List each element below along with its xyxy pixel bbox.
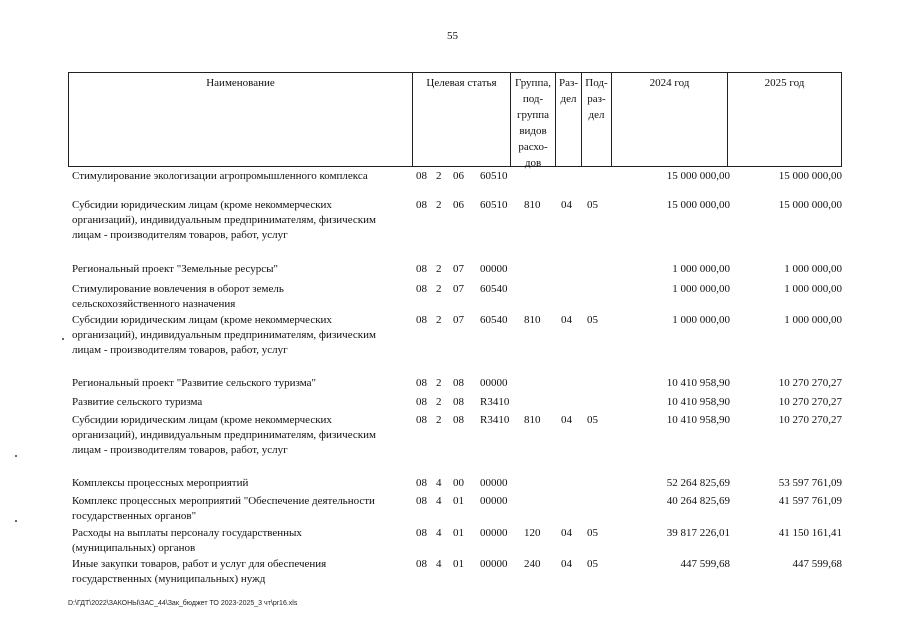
row-name-line: организаций), индивидуальным предпринимателям, физическим [72, 329, 376, 341]
header-group [511, 73, 556, 169]
row-amount-2025: 10 270 270,27 [778, 414, 842, 426]
row-amount-2024: 10 410 958,90 [666, 377, 730, 389]
row-program: 08 [416, 263, 427, 275]
header-section-line: дел [560, 93, 577, 105]
header-group-line: под- [522, 93, 544, 105]
row-program: 08 [416, 396, 427, 408]
row-direction: 07 [453, 263, 464, 275]
row-name [72, 282, 410, 312]
row-program: 08 [416, 377, 427, 389]
row-direction: 07 [453, 314, 464, 326]
header-target-article: Целевая статья [413, 73, 511, 166]
header-subsection-line: раз- [587, 93, 606, 105]
row-amount-2025: 10 270 270,27 [778, 396, 842, 408]
row-subsection: 05 [587, 414, 598, 426]
row-amount-2024: 1 000 000,00 [672, 263, 730, 275]
margin-mark [15, 455, 17, 457]
row-amount-2025: 41 150 161,41 [778, 527, 842, 539]
row-name-line: Стимулирование вовлечения в оборот земель [72, 283, 284, 295]
row-program: 08 [416, 199, 427, 211]
row-code: 00000 [480, 377, 508, 389]
row-direction: 08 [453, 396, 464, 408]
row-name-line: лицам - производителям товаров, работ, услуг [72, 229, 288, 241]
header-year-2025: 2025 год [764, 77, 805, 89]
header-name: Наименование [69, 73, 413, 166]
row-name-line: Развитие сельского туризма [72, 396, 203, 408]
row-amount-2024: 447 599,68 [680, 558, 730, 570]
row-direction: 00 [453, 477, 464, 489]
row-name-line: лицам - производителям товаров, работ, услуг [72, 344, 288, 356]
header-group-line: группа [516, 109, 550, 121]
row-direction: 01 [453, 495, 464, 507]
row-amount-2025: 1 000 000,00 [784, 263, 842, 275]
row-direction: 06 [453, 170, 464, 182]
row-name [72, 494, 410, 524]
row-name-line: лицам - производителям товаров, работ, услуг [72, 444, 288, 456]
row-subprogram: 2 [436, 263, 442, 275]
row-name-line: сельскохозяйственного назначения [72, 298, 236, 310]
row-direction: 08 [453, 414, 464, 426]
row-name-line: организаций), индивидуальным предпринимателям, физическим [72, 429, 376, 441]
row-amount-2024: 10 410 958,90 [666, 414, 730, 426]
row-name-line: Расходы на выплаты персоналу государственных [72, 527, 302, 539]
row-code: 60540 [480, 314, 508, 326]
row-name-line: Комплексы процессных мероприятий [72, 477, 249, 489]
row-expense-group: 120 [524, 527, 541, 539]
row-name [72, 413, 410, 458]
page-number: 55 [447, 30, 458, 42]
row-subprogram: 2 [436, 199, 442, 211]
row-code: 60510 [480, 170, 508, 182]
header-group-line: дов [524, 157, 542, 169]
row-subprogram: 2 [436, 314, 442, 326]
row-direction: 06 [453, 199, 464, 211]
header-subsection-line: дел [588, 109, 605, 121]
row-name [72, 262, 410, 277]
row-program: 08 [416, 414, 427, 426]
row-name [72, 198, 410, 243]
row-name [72, 526, 410, 556]
row-amount-2025: 41 597 761,09 [778, 495, 842, 507]
row-name-line: Субсидии юридическим лицам (кроме некоммерческих [72, 199, 332, 211]
row-subsection: 05 [587, 558, 598, 570]
row-name-line: (муниципальных) органов [72, 542, 196, 554]
row-subprogram: 4 [436, 558, 442, 570]
row-code: 00000 [480, 263, 508, 275]
row-direction: 07 [453, 283, 464, 295]
row-direction: 08 [453, 377, 464, 389]
row-name [72, 476, 410, 491]
row-expense-group: 810 [524, 414, 541, 426]
table-header [68, 72, 842, 167]
row-code: 00000 [480, 558, 508, 570]
row-program: 08 [416, 283, 427, 295]
row-name [72, 395, 410, 410]
row-amount-2024: 15 000 000,00 [666, 199, 730, 211]
row-subsection: 05 [587, 199, 598, 211]
row-expense-group: 810 [524, 199, 541, 211]
row-section: 04 [561, 199, 572, 211]
row-subprogram: 2 [436, 414, 442, 426]
row-code: 00000 [480, 477, 508, 489]
row-code: 00000 [480, 527, 508, 539]
row-code: 60510 [480, 199, 508, 211]
header-section [556, 73, 582, 166]
row-amount-2025: 15 000 000,00 [778, 199, 842, 211]
row-code: 00000 [480, 495, 508, 507]
row-subprogram: 2 [436, 170, 442, 182]
row-program: 08 [416, 558, 427, 570]
row-amount-2024: 1 000 000,00 [672, 283, 730, 295]
row-program: 08 [416, 495, 427, 507]
row-code: R3410 [480, 396, 510, 408]
row-amount-2025: 1 000 000,00 [784, 314, 842, 326]
row-expense-group: 240 [524, 558, 541, 570]
budget-table [68, 72, 842, 585]
row-name [72, 557, 410, 587]
header-subsection [582, 73, 612, 166]
row-section: 04 [561, 314, 572, 326]
row-expense-group: 810 [524, 314, 541, 326]
row-program: 08 [416, 477, 427, 489]
row-subprogram: 2 [436, 283, 442, 295]
row-subsection: 05 [587, 314, 598, 326]
row-name-line: Субсидии юридическим лицам (кроме некоммерческих [72, 314, 332, 326]
row-amount-2024: 39 817 226,01 [666, 527, 730, 539]
margin-mark [15, 520, 17, 522]
row-name-line: Субсидии юридическим лицам (кроме некоммерческих [72, 414, 332, 426]
margin-mark [62, 338, 64, 340]
row-amount-2024: 1 000 000,00 [672, 314, 730, 326]
row-amount-2025: 1 000 000,00 [784, 283, 842, 295]
row-direction: 01 [453, 527, 464, 539]
header-group-line: расхо- [518, 141, 548, 153]
row-section: 04 [561, 527, 572, 539]
row-code: R3410 [480, 414, 510, 426]
row-subprogram: 2 [436, 396, 442, 408]
header-group-line: Группа, [515, 77, 551, 89]
row-name-line: государственных органов" [72, 510, 197, 522]
row-name-line: Региональный проект "Развитие сельского туризма" [72, 377, 316, 389]
row-amount-2025: 15 000 000,00 [778, 170, 842, 182]
row-name-line: Комплекс процессных мероприятий "Обеспечение деятельности [72, 495, 375, 507]
row-name [72, 313, 410, 358]
row-amount-2024: 10 410 958,90 [666, 396, 730, 408]
row-amount-2025: 10 270 270,27 [778, 377, 842, 389]
row-amount-2025: 447 599,68 [792, 558, 842, 570]
row-program: 08 [416, 314, 427, 326]
row-name-line: государственных (муниципальных) нужд [72, 573, 266, 585]
row-name-line: Региональный проект "Земельные ресурсы" [72, 263, 278, 275]
row-subprogram: 2 [436, 377, 442, 389]
row-amount-2025: 53 597 761,09 [778, 477, 842, 489]
row-amount-2024: 15 000 000,00 [666, 170, 730, 182]
row-subprogram: 4 [436, 477, 442, 489]
header-group-line: видов [519, 125, 547, 137]
header-year-2024: 2024 год [612, 73, 728, 166]
file-path-footer: D:\ГДТ\2022\ЗАКОНЫ\ЗАС_44\Зак_бюджет ТО 2023-2025_3 чт\pr16.xls [68, 600, 298, 607]
row-name-line: организаций), индивидуальным предпринимателям, физическим [72, 214, 376, 226]
row-name [72, 169, 410, 184]
row-direction: 01 [453, 558, 464, 570]
row-amount-2024: 52 264 825,69 [666, 477, 730, 489]
row-subprogram: 4 [436, 495, 442, 507]
row-subsection: 05 [587, 527, 598, 539]
header-subsection-line: Под- [585, 77, 608, 89]
row-name-line: Стимулирование экологизации агропромышленного комплекса [72, 170, 368, 182]
row-name-line: Иные закупки товаров, работ и услуг для обеспечения [72, 558, 327, 570]
row-amount-2024: 40 264 825,69 [666, 495, 730, 507]
row-subprogram: 4 [436, 527, 442, 539]
row-name [72, 376, 410, 391]
row-section: 04 [561, 558, 572, 570]
row-section: 04 [561, 414, 572, 426]
row-program: 08 [416, 527, 427, 539]
header-section-line: Раз- [558, 77, 578, 89]
row-code: 60540 [480, 283, 508, 295]
row-program: 08 [416, 170, 427, 182]
